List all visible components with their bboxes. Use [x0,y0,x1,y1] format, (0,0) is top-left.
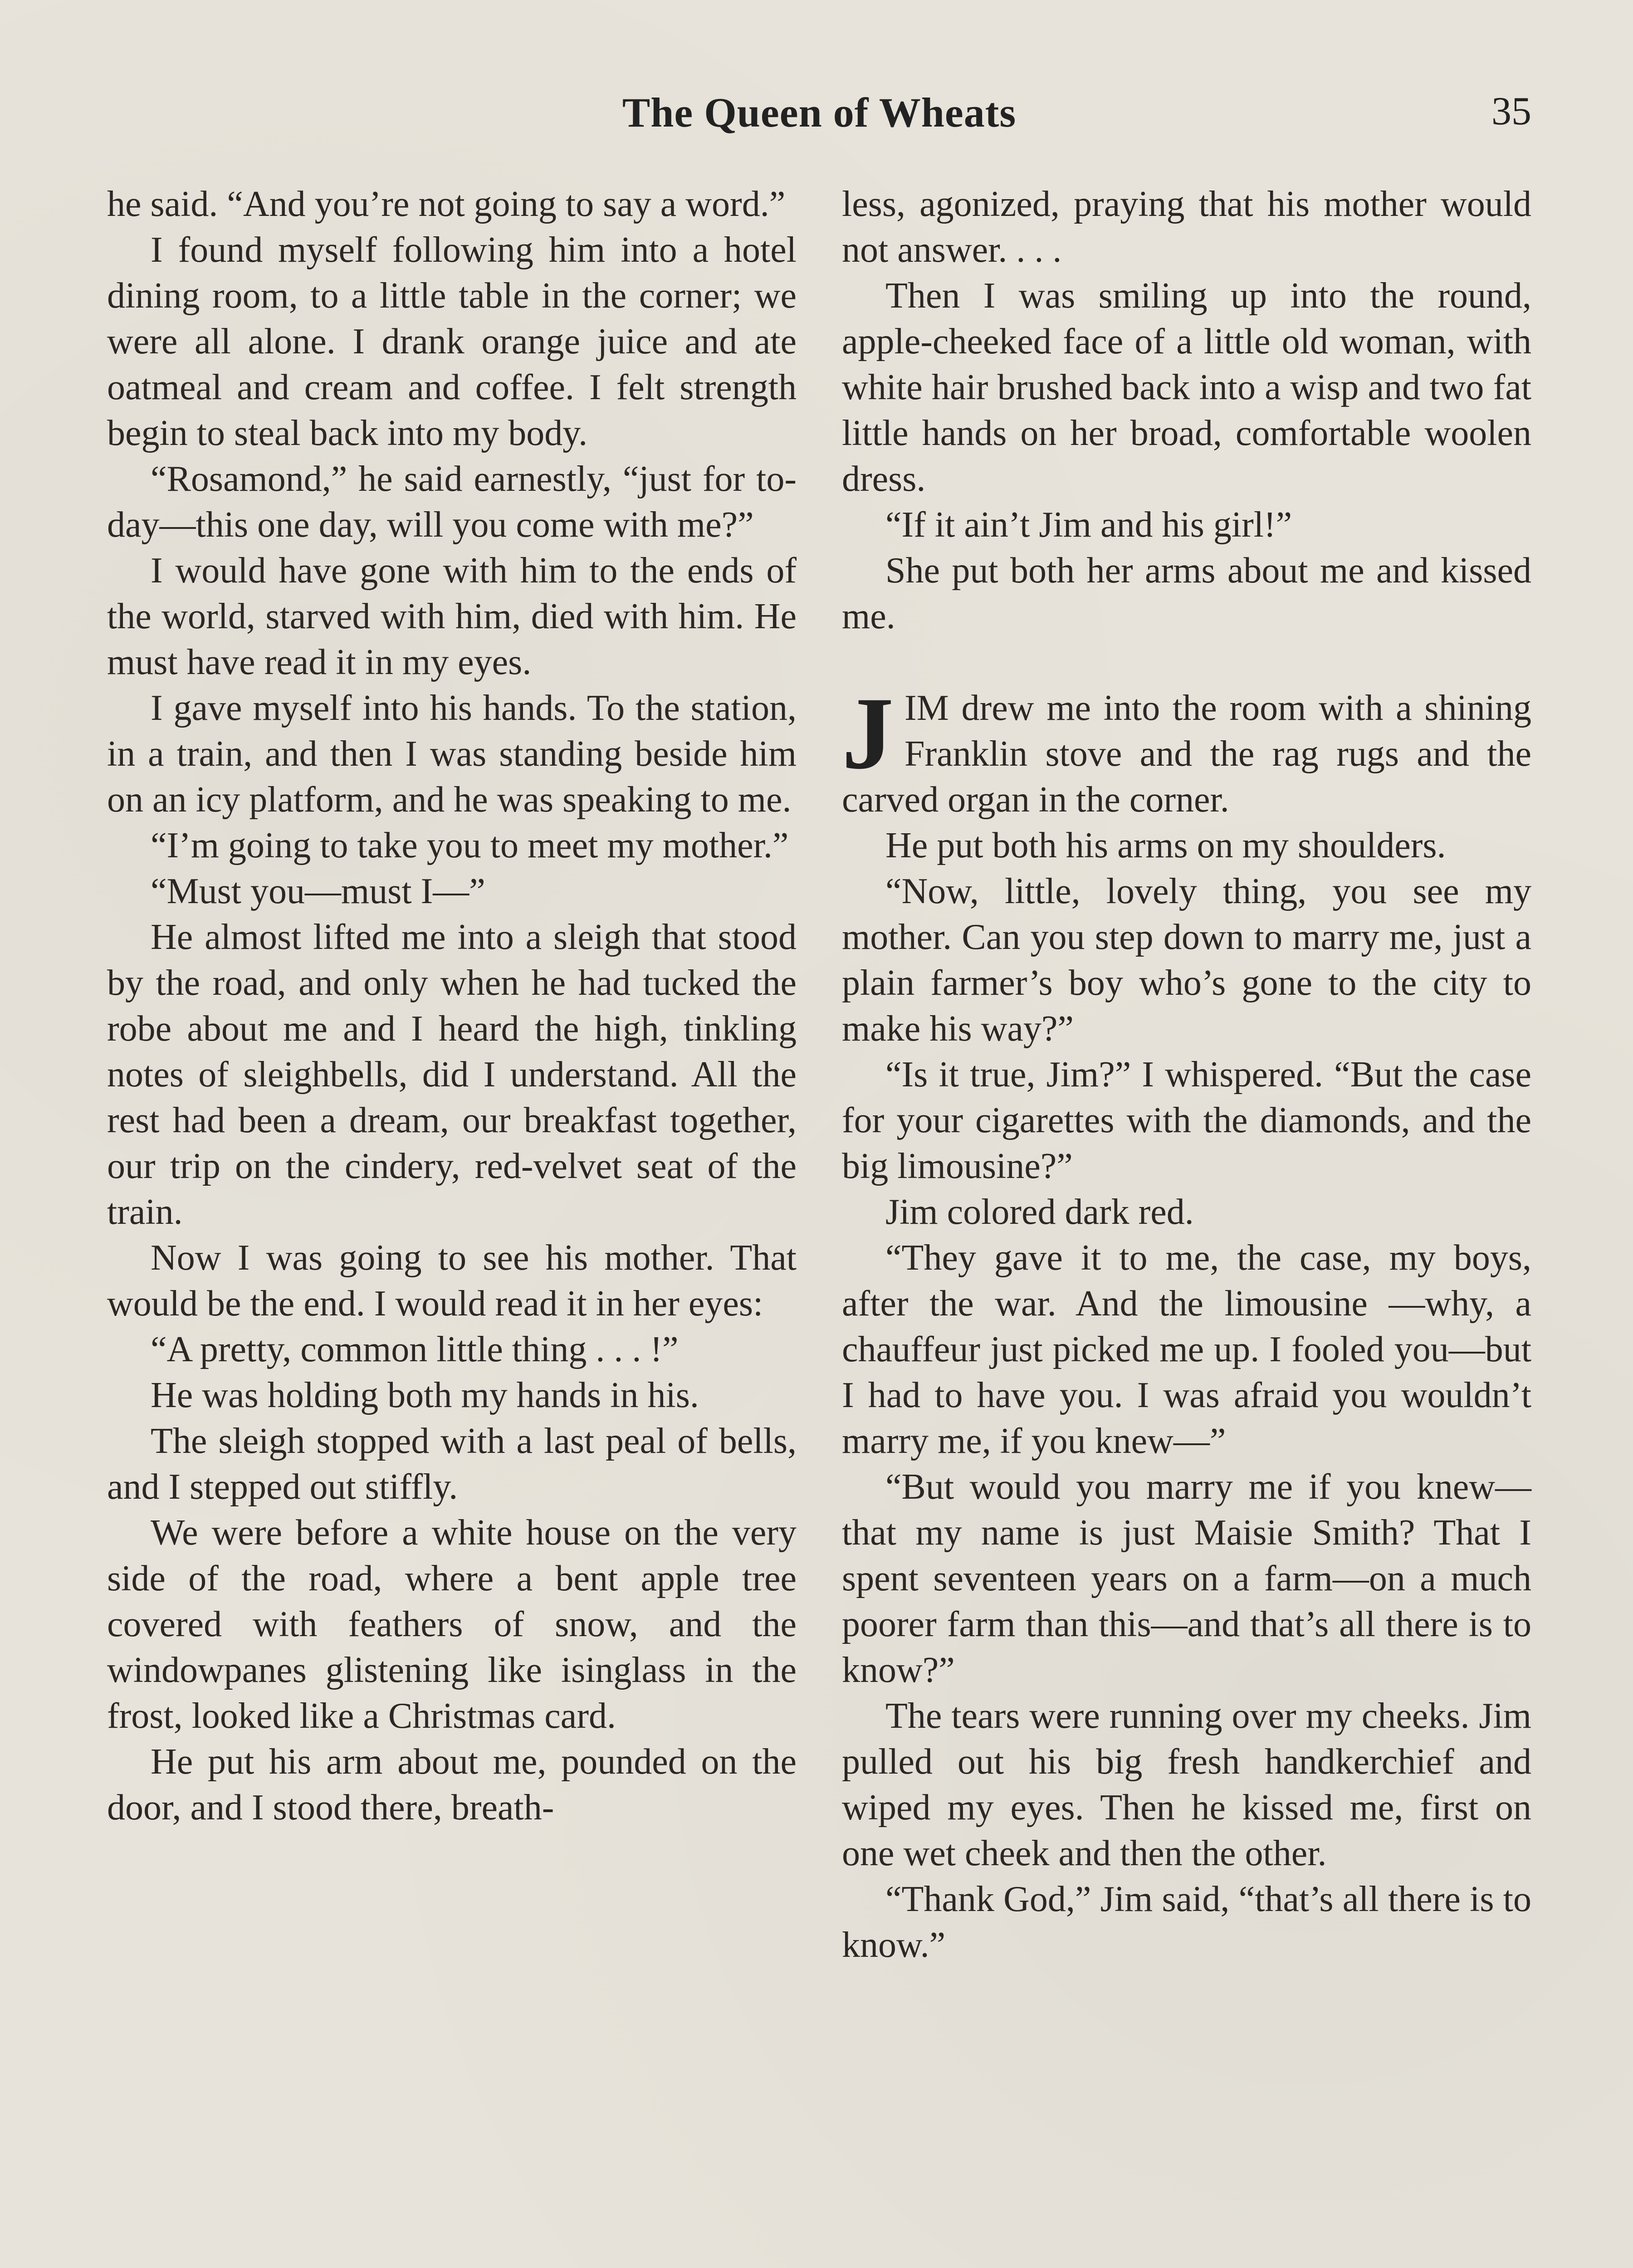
paragraph: “If it ain’t Jim and his girl!” [885,505,1292,545]
right-column [842,181,1531,1968]
paragraph: She put both her arms about me and kissed me. [842,551,1531,636]
paragraph: “Now, little, lovely thing, you see my mother. Can you step down to marry me, just a plain farmer’s boy who’s gone to the city to make his way?” [842,871,1531,1049]
paragraph: We were before a white house on the very side of the road, where a bent apple tree covered with feathers of snow, and the windowpanes glistening like isinglass in the frost, looked like a Christmas card. [107,1513,797,1736]
paragraph: “I’m going to take you to meet my mother.” [151,826,789,865]
paragraph: Now I was going to see his mother. That would be the end. I would read it in her eyes: [107,1238,797,1324]
paragraph: I found myself following him into a hotel dining room, to a little table in the corner; we were all alone. I drank orange juice and ate oatmeal and cream and coffee. I felt strength begin to steal back into my body. [107,230,797,453]
paragraph: “But would you marry me if you knew—that my name is just Maisie Smith? That I spent seventeen years on a farm—on a much poorer farm than this—and that’s all there is to know?” [842,1467,1531,1690]
paragraph: less, agonized, praying that his mother would not answer. . . . [842,184,1531,270]
paragraph: The sleigh stopped with a last peal of bells, and I stepped out stiffly. [107,1421,797,1507]
paragraph: He put his arm about me, pounded on the door, and I stood there, breath- [107,1742,797,1828]
paragraph: “Thank God,” Jim said, “that’s all there is to know.” [842,1879,1531,1965]
running-head [107,88,1531,147]
paragraph: he said. “And you’re not going to say a word.” [107,184,786,224]
paragraph: He almost lifted me into a sleigh that stood by the road, and only when he had tucked the robe about me and I heard the high, tinkling notes of sleighbells, did I understand. All the rest had been a dream, our breakfast together, our trip on the cindery, red-velvet seat of the train. [107,917,797,1232]
paragraph: I would have gone with him to the ends of the world, starved with him, died with him. He must have read it in my eyes. [107,551,797,682]
section-opening-paragraph [842,676,1531,823]
left-column [107,181,797,1831]
paragraph: Jim colored dark red. [885,1192,1194,1232]
paragraph: I gave myself into his hands. To the station, in a train, and then I was standing beside him on an icy platform, and he was speaking to me. [107,688,797,820]
paragraph: Then I was smiling up into the round, apple-cheeked face of a little old woman, with white hair brushed back into a wisp and two fat little hands on her broad, comfortable woolen dress. [842,276,1531,499]
paragraph: “Is it true, Jim?” I whispered. “But the case for your cigarettes with the diamonds, and the big limousine?” [842,1055,1531,1186]
drop-cap: J [842,676,894,791]
paragraph: The tears were running over my cheeks. Jim pulled out his big fresh handkerchief and wiped my eyes. Then he kissed me, first on one wet cheek and then the other. [842,1696,1531,1873]
paragraph: “Rosamond,” he said earnestly, “just for to-day—this one day, will you come with me?” [107,459,797,545]
paragraph: He put both his arms on my shoulders. [885,826,1446,865]
page-number: 35 [1491,89,1531,133]
drop-cap-paragraph-text: IM drew me into the room with a shining Franklin stove and the rag rugs and the carved organ in the corner. [842,688,1531,820]
story-title: The Queen of Wheats [622,89,1017,136]
paragraph: “They gave it to me, the case, my boys, after the war. And the limousine —why, a chauffeur just picked me up. I fooled you—but I had to have you. I was afraid you wouldn’t marry me, if you knew—” [842,1238,1531,1461]
paragraph: “Must you—must I—” [151,871,485,911]
paragraph: He was holding both my hands in his. [151,1375,699,1415]
paragraph: “A pretty, common little thing . . . !” [151,1330,679,1369]
